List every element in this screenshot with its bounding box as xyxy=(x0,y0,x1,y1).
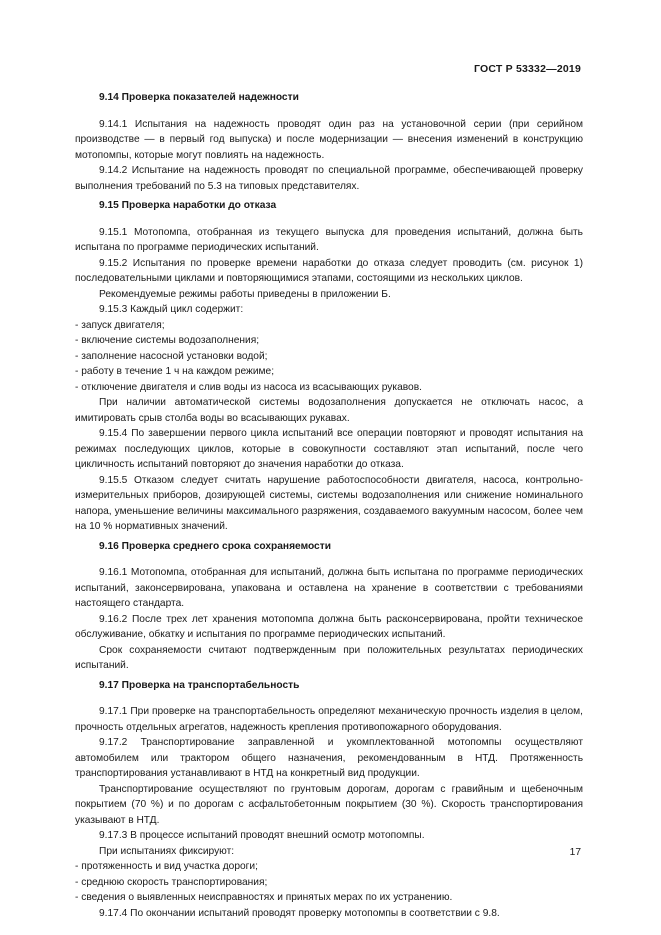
section-heading: 9.14 Проверка показателей надежности xyxy=(99,92,299,103)
paragraph: 9.17.4 По окончании испытаний проводят проверку мотопомпы в соответствии с 9.8. xyxy=(99,907,500,919)
paragraph: 9.16.2 После трех лет хранения мотопомпа должна быть расконсервирована, пройти техническое обслуживание, обкатку и испытания по программе периодических испытаний. xyxy=(75,613,583,640)
list-item: - запуск двигателя; xyxy=(75,319,165,331)
paragraph: 9.14.2 Испытание на надежность проводят по специальной программе, обеспечивающей проверку выполнения требований по 5.3 на типовых представителях. xyxy=(75,165,583,192)
list-item: - сведения о выявленных неисправностях и принятых мерах по их устранению. xyxy=(75,892,453,903)
section-heading: 9.15 Проверка наработки до отказа xyxy=(99,200,277,211)
paragraph: При наличии автоматической системы водозаполнения допускается не отключать насос, а имитировать срыв столба воды во всасывающих рукавах. xyxy=(75,397,583,424)
paragraph: 9.15.5 Отказом следует считать нарушение работоспособности двигателя, насоса, контрольно-измерительных приборов, дозирующей системы, системы водозаполнения или снижение номинального напора, уменьшение величины максимального разряжения, создаваемого вакуумным насосом, более чем на 10 % нормативных значений. xyxy=(75,474,583,532)
paragraph: Рекомендуемые режимы работы приведены в приложении Б. xyxy=(99,288,391,300)
page-number: 17 xyxy=(569,847,581,858)
list-item: - работу в течение 1 ч на каждом режиме; xyxy=(75,366,275,377)
list-item: - протяженность и вид участка дороги; xyxy=(75,861,258,872)
paragraph: 9.15.4 По завершении первого цикла испытаний все операции повторяют и проводят испытания на режимах последующих циклов, которые в совокупности составляют этап испытаний, после чего цикличность испытаний повторяют до значения наработки до отказа. xyxy=(75,428,583,470)
paragraph: 9.17.3 В процессе испытаний проводят внешний осмотр мотопомпы. xyxy=(99,830,425,841)
paragraph: 9.15.1 Мотопомпа, отобранная из текущего выпуска для проведения испытаний, должна быть испытана по программе периодических испытаний. xyxy=(75,226,583,253)
paragraph: При испытаниях фиксируют: xyxy=(99,845,235,857)
list-item: - отключение двигателя и слив воды из насоса из всасывающих рукавов. xyxy=(75,381,422,393)
paragraph: Срок сохраняемости считают подтвержденным при положительных результатах периодических испытаний. xyxy=(75,644,583,671)
document-body xyxy=(75,90,583,925)
list-item: - заполнение насосной установки водой; xyxy=(75,350,268,362)
list-item: - среднюю скорость транспортирования; xyxy=(75,876,268,888)
document-code: ГОСТ Р 53332—2019 xyxy=(473,63,581,75)
list-item: - включение системы водозаполнения; xyxy=(75,335,260,346)
section-heading: 9.17 Проверка на транспортабельность xyxy=(99,679,300,691)
paragraph: 9.17.1 При проверке на транспортабельность определяют механическую прочность изделия в целом, прочность отдельных агрегатов, надежность крепления противопожарного оборудования. xyxy=(75,706,583,733)
section-heading: 9.16 Проверка среднего срока сохраняемости xyxy=(99,540,331,552)
paragraph: 9.16.1 Мотопомпа, отобранная для испытаний, должна быть испытана по программе периодических испытаний, законсервирована, упакована и оставлена на хранение в соответствии с требованиями настоящего стандарта. xyxy=(75,567,583,609)
paragraph: 9.15.2 Испытания по проверке времени наработки до отказа следует проводить (см. рисунок 1) последовательными циклами и повторяющимися этапами, состоящими из нескольких циклов. xyxy=(75,257,583,284)
paragraph: 9.14.1 Испытания на надежность проводят один раз на установочной серии (при серийном производстве — в первый год выпуска) и после модернизации — внесения изменений в конструкцию мотопомпы, которые могут повлиять на надежность. xyxy=(75,118,583,161)
paragraph: Транспортирование осуществляют по грунтовым дорогам, дорогам с гравийным и щебеночным покрытием (70 %) и по дорогам с асфальтобетонным покрытием (30 %). Скорость транспортирования указывают в НТД. xyxy=(75,783,583,826)
paragraph: 9.17.2 Транспортирование заправленной и укомплектованной мотопомпы осуществляют автомобилем или трактором общего назначения, рекомендованным в НТД. Протяженность транспортирования устанавливают в НТД на конкретный вид продукции. xyxy=(75,737,583,779)
paragraph: 9.15.3 Каждый цикл содержит: xyxy=(99,304,244,315)
